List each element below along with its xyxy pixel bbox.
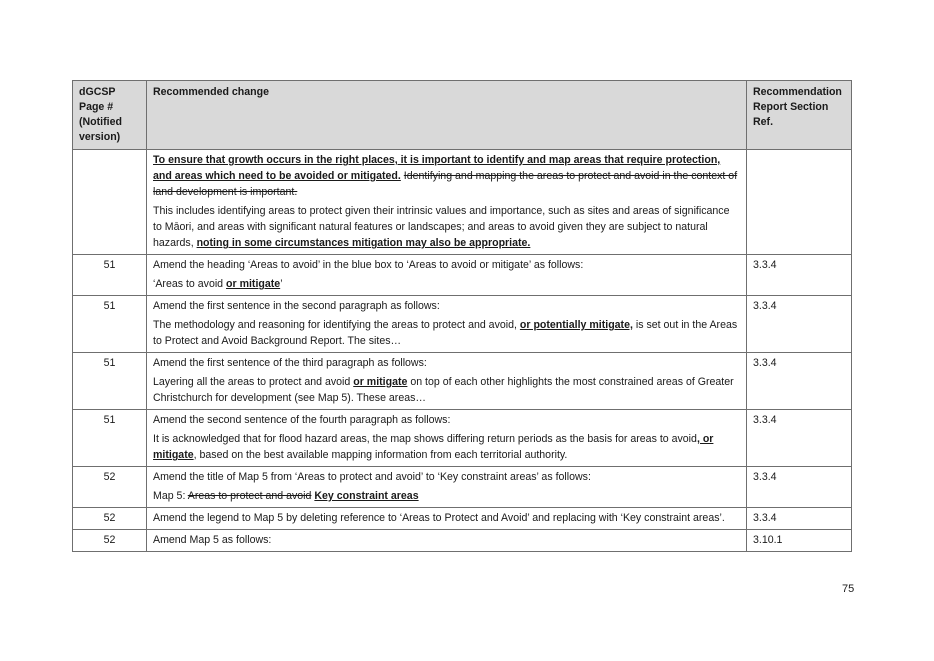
change-instruction: Amend the first sentence of the third paragraph as follows: <box>153 357 427 369</box>
change-instruction: Amend Map 5 as follows: <box>153 534 272 546</box>
row-ref: 3.3.4 <box>747 296 852 353</box>
row-page: 52 <box>73 530 147 552</box>
table-row <box>73 150 852 255</box>
inserted-text: or potentially mitigate, <box>519 319 633 331</box>
row-change <box>147 255 747 296</box>
inserted-text: or mitigate <box>226 278 281 290</box>
inserted-text: , or mitigate <box>153 433 714 461</box>
row-change <box>147 150 747 255</box>
table-row <box>73 410 852 467</box>
inserted-text: Key constraint areas <box>314 490 419 502</box>
row-page: 51 <box>73 410 147 467</box>
change-paragraph: Layering all the areas to protect and avoid or mitigate on top of each other highlights the most constrained areas of Greater Christchurch for development (see Map 5). These areas… <box>153 376 734 404</box>
table-row <box>73 296 852 353</box>
row-page <box>73 150 147 255</box>
change-paragraph: ‘Areas to avoid or mitigate’ <box>153 278 283 290</box>
change-paragraph: The methodology and reasoning for identifying the areas to protect and avoid, or potentially mitigate, is set out in the Areas to Protect and Avoid Background Report. The sites… <box>153 319 738 347</box>
row-ref: 3.3.4 <box>747 467 852 508</box>
row-change <box>147 467 747 508</box>
row-change <box>147 296 747 353</box>
change-paragraph: It is acknowledged that for flood hazard areas, the map shows differing return periods as the basis for areas to avoid, or mitigate, based on the best available mapping information from each territorial authority. <box>153 433 714 461</box>
change-instruction: Amend the first sentence in the second paragraph as follows: <box>153 300 440 312</box>
row-change <box>147 530 747 552</box>
deleted-text: Areas to protect and avoid <box>187 490 312 502</box>
row-ref <box>747 150 852 255</box>
change-instruction: Amend the second sentence of the fourth paragraph as follows: <box>153 414 451 426</box>
row-ref: 3.10.1 <box>747 530 852 552</box>
change-paragraph <box>153 152 740 200</box>
change-paragraph: This includes identifying areas to protect given their intrinsic values and importance, such as sites and areas of significance to Māori, and areas with significant natural features or landscapes; and areas to avoid given they are subject to natural hazards, noting in some circumstances mitigation may also be appropriate. <box>153 205 730 249</box>
inserted-text: To ensure that growth occurs in the right places, it is important to identify and map areas that require protection, and areas which need to be avoided or mitigated. <box>153 154 721 182</box>
change-instruction: Amend the title of Map 5 from ‘Areas to protect and avoid’ to ‘Key constraint areas’ as follows: <box>153 471 591 483</box>
row-page: 52 <box>73 508 147 530</box>
header-change: Recommended change <box>147 81 747 150</box>
row-change <box>147 353 747 410</box>
table-header-row <box>73 81 852 150</box>
recommendations-table <box>72 80 852 552</box>
page-number: 75 <box>842 583 855 595</box>
table-row <box>73 508 852 530</box>
header-ref: Recommendation Report Section Ref. <box>747 81 852 150</box>
row-page: 52 <box>73 467 147 508</box>
row-page: 51 <box>73 255 147 296</box>
change-paragraph: Map 5: Areas to protect and avoid Key constraint areas <box>153 490 419 502</box>
inserted-text: or mitigate <box>353 376 408 388</box>
row-change <box>147 508 747 530</box>
table-row <box>73 530 852 552</box>
table-row <box>73 255 852 296</box>
table-row <box>73 467 852 508</box>
deleted-text: Identifying and mapping the areas to protect and avoid in the context of land development is important. <box>153 170 738 198</box>
row-ref: 3.3.4 <box>747 508 852 530</box>
row-change <box>147 410 747 467</box>
change-instruction: Amend the legend to Map 5 by deleting reference to ‘Areas to Protect and Avoid’ and replacing with ‘Key constraint areas’. <box>153 512 725 524</box>
header-page: dGCSP Page # (Notified version) <box>73 81 147 150</box>
row-page: 51 <box>73 296 147 353</box>
row-ref: 3.3.4 <box>747 255 852 296</box>
row-ref: 3.3.4 <box>747 410 852 467</box>
row-page: 51 <box>73 353 147 410</box>
row-ref: 3.3.4 <box>747 353 852 410</box>
change-instruction: Amend the heading ‘Areas to avoid’ in the blue box to ‘Areas to avoid or mitigate’ as follows: <box>153 259 584 271</box>
inserted-text: noting in some circumstances mitigation may also be appropriate. <box>196 237 531 249</box>
table-row <box>73 353 852 410</box>
